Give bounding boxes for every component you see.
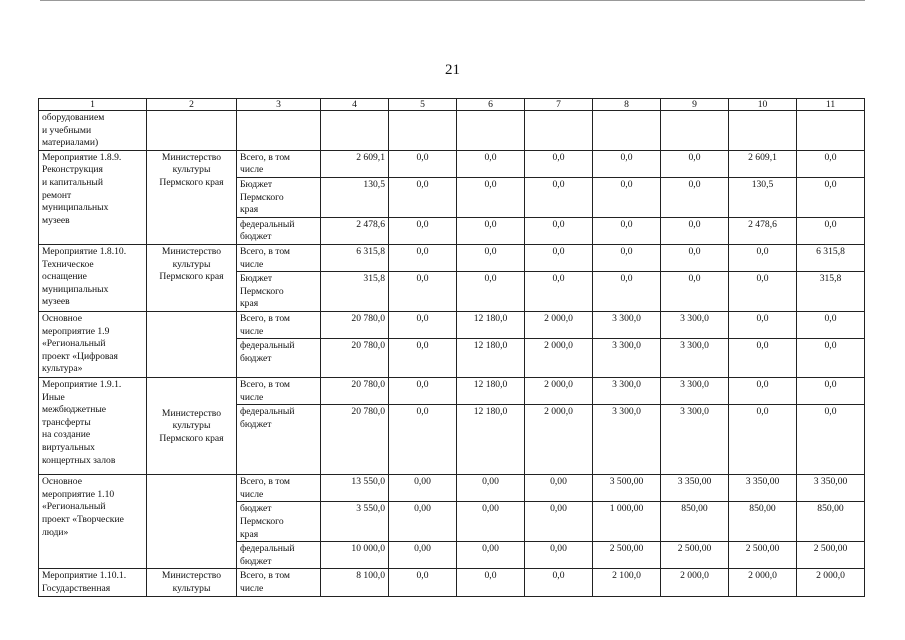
column-header: 7 bbox=[525, 99, 593, 111]
year-value-cell: 0,00 bbox=[389, 502, 457, 542]
year-value-cell: 2 000,0 bbox=[797, 569, 865, 596]
column-header: 11 bbox=[797, 99, 865, 111]
responsible-cell bbox=[147, 475, 237, 569]
year-value-cell: 0,0 bbox=[457, 569, 525, 596]
year-value-cell: 0,0 bbox=[389, 405, 457, 475]
total-value-cell: 2 478,6 bbox=[321, 217, 389, 244]
year-value-cell: 0,0 bbox=[525, 244, 593, 271]
activity-name-cell: Мероприятие 1.9.1. Иные межбюджетные трансферты на создание виртуальных концертных залов bbox=[39, 378, 147, 475]
column-header: 8 bbox=[593, 99, 661, 111]
funding-source-cell: Всего, в том числе bbox=[237, 244, 321, 271]
year-value-cell: 2 500,00 bbox=[661, 542, 729, 569]
year-value-cell: 3 500,00 bbox=[593, 475, 661, 502]
year-value-cell: 850,00 bbox=[661, 502, 729, 542]
activity-name-cell: Основное мероприятие 1.10 «Региональный проект «Творческие люди» bbox=[39, 475, 147, 569]
table-row bbox=[39, 150, 865, 177]
year-value-cell: 0,00 bbox=[389, 542, 457, 569]
year-value-cell: 0,00 bbox=[525, 475, 593, 502]
column-header: 4 bbox=[321, 99, 389, 111]
year-value-cell: 0,0 bbox=[593, 244, 661, 271]
year-value-cell: 0,0 bbox=[525, 217, 593, 244]
year-value-cell: 1 000,00 bbox=[593, 502, 661, 542]
year-value-cell: 0,0 bbox=[457, 272, 525, 312]
funding-source-cell: федеральный бюджет bbox=[237, 542, 321, 569]
year-value-cell: 0,0 bbox=[729, 378, 797, 405]
year-value-cell: 0,0 bbox=[729, 272, 797, 312]
empty-cell bbox=[237, 111, 321, 151]
year-value-cell: 3 300,0 bbox=[661, 405, 729, 475]
year-value-cell: 6 315,8 bbox=[797, 244, 865, 271]
table-row bbox=[39, 111, 865, 151]
year-value-cell: 3 300,0 bbox=[661, 378, 729, 405]
table-row bbox=[39, 569, 865, 596]
year-value-cell: 3 350,00 bbox=[797, 475, 865, 502]
table-body bbox=[39, 150, 865, 596]
year-value-cell: 0,0 bbox=[797, 311, 865, 338]
year-value-cell: 0,0 bbox=[525, 150, 593, 177]
empty-cell bbox=[593, 111, 661, 151]
empty-cell bbox=[147, 111, 237, 151]
funding-source-cell: федеральный бюджет bbox=[237, 405, 321, 475]
total-value-cell: 8 100,0 bbox=[321, 569, 389, 596]
total-value-cell: 20 780,0 bbox=[321, 405, 389, 475]
empty-cell bbox=[729, 111, 797, 151]
year-value-cell: 12 180,0 bbox=[457, 339, 525, 378]
year-value-cell: 2 500,00 bbox=[797, 542, 865, 569]
year-value-cell: 0,0 bbox=[797, 339, 865, 378]
responsible-cell: Министерство культуры bbox=[147, 569, 237, 596]
year-value-cell: 0,0 bbox=[389, 378, 457, 405]
year-value-cell: 3 300,0 bbox=[593, 339, 661, 378]
year-value-cell: 0,0 bbox=[797, 217, 865, 244]
year-value-cell: 2 000,0 bbox=[729, 569, 797, 596]
year-value-cell: 0,00 bbox=[457, 542, 525, 569]
column-header: 1 bbox=[39, 99, 147, 111]
year-value-cell: 0,0 bbox=[389, 244, 457, 271]
year-value-cell: 0,0 bbox=[389, 339, 457, 378]
year-value-cell: 0,00 bbox=[525, 542, 593, 569]
year-value-cell: 0,0 bbox=[389, 272, 457, 312]
continued-text-cell: оборудованием и учебными материалами) bbox=[39, 111, 147, 151]
responsible-cell bbox=[147, 311, 237, 377]
year-value-cell: 0,0 bbox=[457, 217, 525, 244]
year-value-cell: 0,0 bbox=[389, 177, 457, 217]
funding-source-cell: Бюджет Пермского края bbox=[237, 272, 321, 312]
column-header: 5 bbox=[389, 99, 457, 111]
year-value-cell: 3 300,0 bbox=[593, 405, 661, 475]
year-value-cell: 850,00 bbox=[797, 502, 865, 542]
year-value-cell: 0,0 bbox=[457, 244, 525, 271]
activity-name-cell: Мероприятие 1.8.9. Реконструкция и капитальный ремонт муниципальных музеев bbox=[39, 150, 147, 244]
year-value-cell: 0,0 bbox=[797, 405, 865, 475]
header-row bbox=[39, 99, 865, 111]
year-value-cell: 130,5 bbox=[729, 177, 797, 217]
year-value-cell: 2 478,6 bbox=[729, 217, 797, 244]
year-value-cell: 2 609,1 bbox=[729, 150, 797, 177]
year-value-cell: 0,0 bbox=[525, 272, 593, 312]
year-value-cell: 3 300,0 bbox=[661, 339, 729, 378]
table-row bbox=[39, 378, 865, 405]
total-value-cell: 2 609,1 bbox=[321, 150, 389, 177]
page-number: 21 bbox=[445, 62, 460, 78]
funding-source-cell: Всего, в том числе bbox=[237, 378, 321, 405]
column-header: 3 bbox=[237, 99, 321, 111]
funding-source-cell: Всего, в том числе bbox=[237, 475, 321, 502]
year-value-cell: 0,0 bbox=[729, 339, 797, 378]
empty-cell bbox=[321, 111, 389, 151]
year-value-cell: 2 500,00 bbox=[593, 542, 661, 569]
funding-source-cell: Всего, в том числе bbox=[237, 569, 321, 596]
year-value-cell: 2 000,0 bbox=[525, 311, 593, 338]
year-value-cell: 2 000,0 bbox=[525, 339, 593, 378]
year-value-cell: 0,0 bbox=[661, 272, 729, 312]
total-value-cell: 10 000,0 bbox=[321, 542, 389, 569]
year-value-cell: 0,0 bbox=[661, 150, 729, 177]
activity-name-cell: Мероприятие 1.10.1. Государственная bbox=[39, 569, 147, 596]
responsible-cell: Министерство культуры Пермского края bbox=[147, 244, 237, 311]
total-value-cell: 20 780,0 bbox=[321, 311, 389, 338]
activity-name-cell: Мероприятие 1.8.10. Техническое оснащение муниципальных музеев bbox=[39, 244, 147, 311]
total-value-cell: 130,5 bbox=[321, 177, 389, 217]
funding-source-cell: федеральный бюджет bbox=[237, 339, 321, 378]
column-header: 10 bbox=[729, 99, 797, 111]
year-value-cell: 2 000,0 bbox=[525, 378, 593, 405]
funding-source-cell: Всего, в том числе bbox=[237, 150, 321, 177]
empty-cell bbox=[797, 111, 865, 151]
year-value-cell: 0,0 bbox=[661, 217, 729, 244]
funding-source-cell: федеральный бюджет bbox=[237, 217, 321, 244]
year-value-cell: 0,0 bbox=[729, 311, 797, 338]
funding-source-cell: Всего, в том числе bbox=[237, 311, 321, 338]
year-value-cell: 12 180,0 bbox=[457, 311, 525, 338]
table-row bbox=[39, 244, 865, 271]
year-value-cell: 0,0 bbox=[797, 150, 865, 177]
page-top-rule bbox=[40, 0, 865, 1]
year-value-cell: 0,0 bbox=[661, 177, 729, 217]
year-value-cell: 0,0 bbox=[389, 569, 457, 596]
year-value-cell: 0,0 bbox=[729, 405, 797, 475]
column-header: 6 bbox=[457, 99, 525, 111]
funding-source-cell: Бюджет Пермского края bbox=[237, 177, 321, 217]
year-value-cell: 0,00 bbox=[457, 502, 525, 542]
year-value-cell: 0,0 bbox=[593, 217, 661, 244]
year-value-cell: 0,0 bbox=[797, 177, 865, 217]
year-value-cell: 0,0 bbox=[389, 217, 457, 244]
year-value-cell: 2 100,0 bbox=[593, 569, 661, 596]
total-value-cell: 20 780,0 bbox=[321, 339, 389, 378]
year-value-cell: 0,0 bbox=[729, 244, 797, 271]
responsible-cell: Министерство культуры Пермского края bbox=[147, 150, 237, 244]
column-header: 9 bbox=[661, 99, 729, 111]
year-value-cell: 3 350,00 bbox=[661, 475, 729, 502]
year-value-cell: 0,0 bbox=[593, 150, 661, 177]
year-value-cell: 2 000,0 bbox=[661, 569, 729, 596]
year-value-cell: 3 300,0 bbox=[593, 378, 661, 405]
year-value-cell: 0,0 bbox=[457, 177, 525, 217]
empty-cell bbox=[457, 111, 525, 151]
year-value-cell: 0,0 bbox=[593, 272, 661, 312]
total-value-cell: 20 780,0 bbox=[321, 378, 389, 405]
year-value-cell: 12 180,0 bbox=[457, 405, 525, 475]
year-value-cell: 2 500,00 bbox=[729, 542, 797, 569]
total-value-cell: 13 550,0 bbox=[321, 475, 389, 502]
year-value-cell: 0,0 bbox=[661, 244, 729, 271]
year-value-cell: 3 350,00 bbox=[729, 475, 797, 502]
activity-name-cell: Основное мероприятие 1.9 «Региональный проект «Цифровая культура» bbox=[39, 311, 147, 377]
column-header: 2 bbox=[147, 99, 237, 111]
year-value-cell: 0,0 bbox=[389, 311, 457, 338]
year-value-cell: 0,0 bbox=[525, 569, 593, 596]
year-value-cell: 3 300,0 bbox=[593, 311, 661, 338]
year-value-cell: 0,0 bbox=[593, 177, 661, 217]
empty-cell bbox=[525, 111, 593, 151]
year-value-cell: 0,0 bbox=[457, 150, 525, 177]
funding-source-cell: бюджет Пермского края bbox=[237, 502, 321, 542]
empty-cell bbox=[661, 111, 729, 151]
total-value-cell: 3 550,0 bbox=[321, 502, 389, 542]
year-value-cell: 0,0 bbox=[525, 177, 593, 217]
total-value-cell: 6 315,8 bbox=[321, 244, 389, 271]
year-value-cell: 0,00 bbox=[525, 502, 593, 542]
year-value-cell: 3 300,0 bbox=[661, 311, 729, 338]
empty-cell bbox=[389, 111, 457, 151]
budget-table bbox=[38, 98, 865, 597]
year-value-cell: 0,00 bbox=[457, 475, 525, 502]
year-value-cell: 12 180,0 bbox=[457, 378, 525, 405]
total-value-cell: 315,8 bbox=[321, 272, 389, 312]
year-value-cell: 315,8 bbox=[797, 272, 865, 312]
table-row bbox=[39, 475, 865, 502]
year-value-cell: 0,00 bbox=[389, 475, 457, 502]
year-value-cell: 0,0 bbox=[797, 378, 865, 405]
year-value-cell: 850,00 bbox=[729, 502, 797, 542]
year-value-cell: 0,0 bbox=[389, 150, 457, 177]
table-row bbox=[39, 311, 865, 338]
responsible-cell: Министерство культуры Пермского края bbox=[147, 378, 237, 475]
year-value-cell: 2 000,0 bbox=[525, 405, 593, 475]
